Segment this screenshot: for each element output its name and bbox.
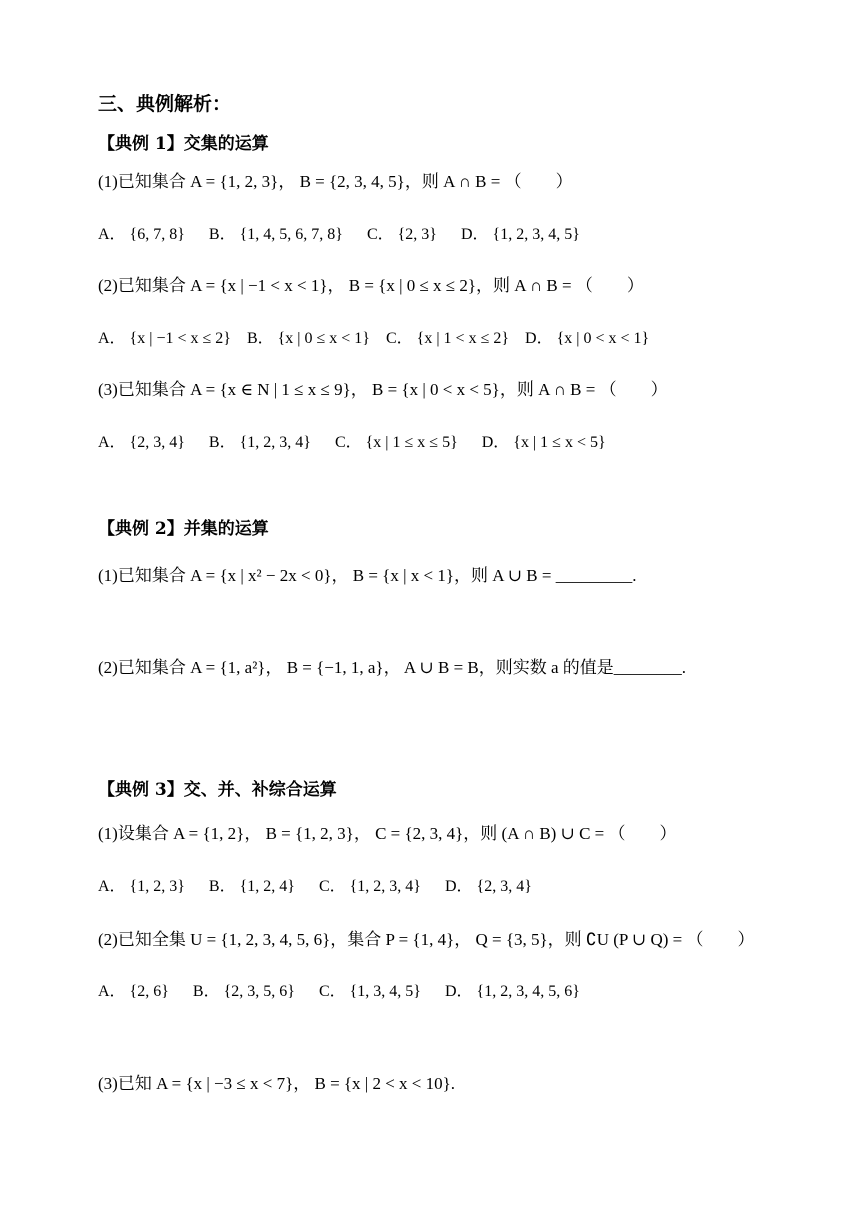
example-1-heading: 【典例 1】交集的运算 bbox=[98, 134, 269, 154]
example-3-question-2: (2)已知全集 U = {1, 2, 3, 4, 5, 6}，集合 P = {1, 4}， Q = {3, 5}，则 ∁U (P ∪ Q) = （ ） bbox=[98, 930, 755, 949]
example-1-question-1: (1)已知集合 A = {1, 2, 3}， B = {2, 3, 4, 5}，则 A ∩ B = （ ） bbox=[98, 172, 573, 191]
example-1-question-3: (3)已知集合 A = {x ∈ N | 1 ≤ x ≤ 9}， B = {x | 0 < x < 5}，则 A ∩ B = （ ） bbox=[98, 380, 668, 399]
example-3-question-1-options: A． {1, 2, 3} B． {1, 2, 4} C． {1, 2, 3, 4} D． {2, 3, 4} bbox=[98, 878, 532, 895]
example-3-question-2-options: A． {2, 6} B． {2, 3, 5, 6} C． {1, 3, 4, 5} D． {1, 2, 3, 4, 5, 6} bbox=[98, 983, 580, 1000]
example-1-question-1-options: A． {6, 7, 8} B． {1, 4, 5, 6, 7, 8} C． {2, 3} D． {1, 2, 3, 4, 5} bbox=[98, 226, 580, 243]
example-1-question-3-options: A． {2, 3, 4} B． {1, 2, 3, 4} C． {x | 1 ≤ x ≤ 5} D． {x | 1 ≤ x < 5} bbox=[98, 434, 606, 451]
example-2-question-2: (2)已知集合 A = {1, a²}， B = {−1, 1, a}， A ∪ B = B，则实数 a 的值是________. bbox=[98, 658, 687, 677]
example-3-question-3: (3)已知 A = {x | −3 ≤ x < 7}， B = {x | 2 < x < 10}. bbox=[98, 1074, 456, 1093]
example-3-question-1: (1)设集合 A = {1, 2}， B = {1, 2, 3}， C = {2, 3, 4}，则 (A ∩ B) ∪ C = （ ） bbox=[98, 824, 677, 843]
section-title: 三、典例解析： bbox=[98, 93, 232, 115]
example-1-question-2-options: A． {x | −1 < x ≤ 2} B． {x | 0 ≤ x < 1} C． {x | 1 < x ≤ 2} D． {x | 0 < x < 1} bbox=[98, 330, 650, 347]
example-2-question-1: (1)已知集合 A = {x | x² − 2x < 0}， B = {x | x < 1}，则 A ∪ B = _________. bbox=[98, 566, 637, 585]
example-1-question-2: (2)已知集合 A = {x | −1 < x < 1}， B = {x | 0 ≤ x ≤ 2}，则 A ∩ B = （ ） bbox=[98, 276, 644, 295]
example-3-heading: 【典例 3】交、并、补综合运算 bbox=[98, 780, 337, 800]
example-2-heading: 【典例 2】并集的运算 bbox=[98, 519, 269, 539]
